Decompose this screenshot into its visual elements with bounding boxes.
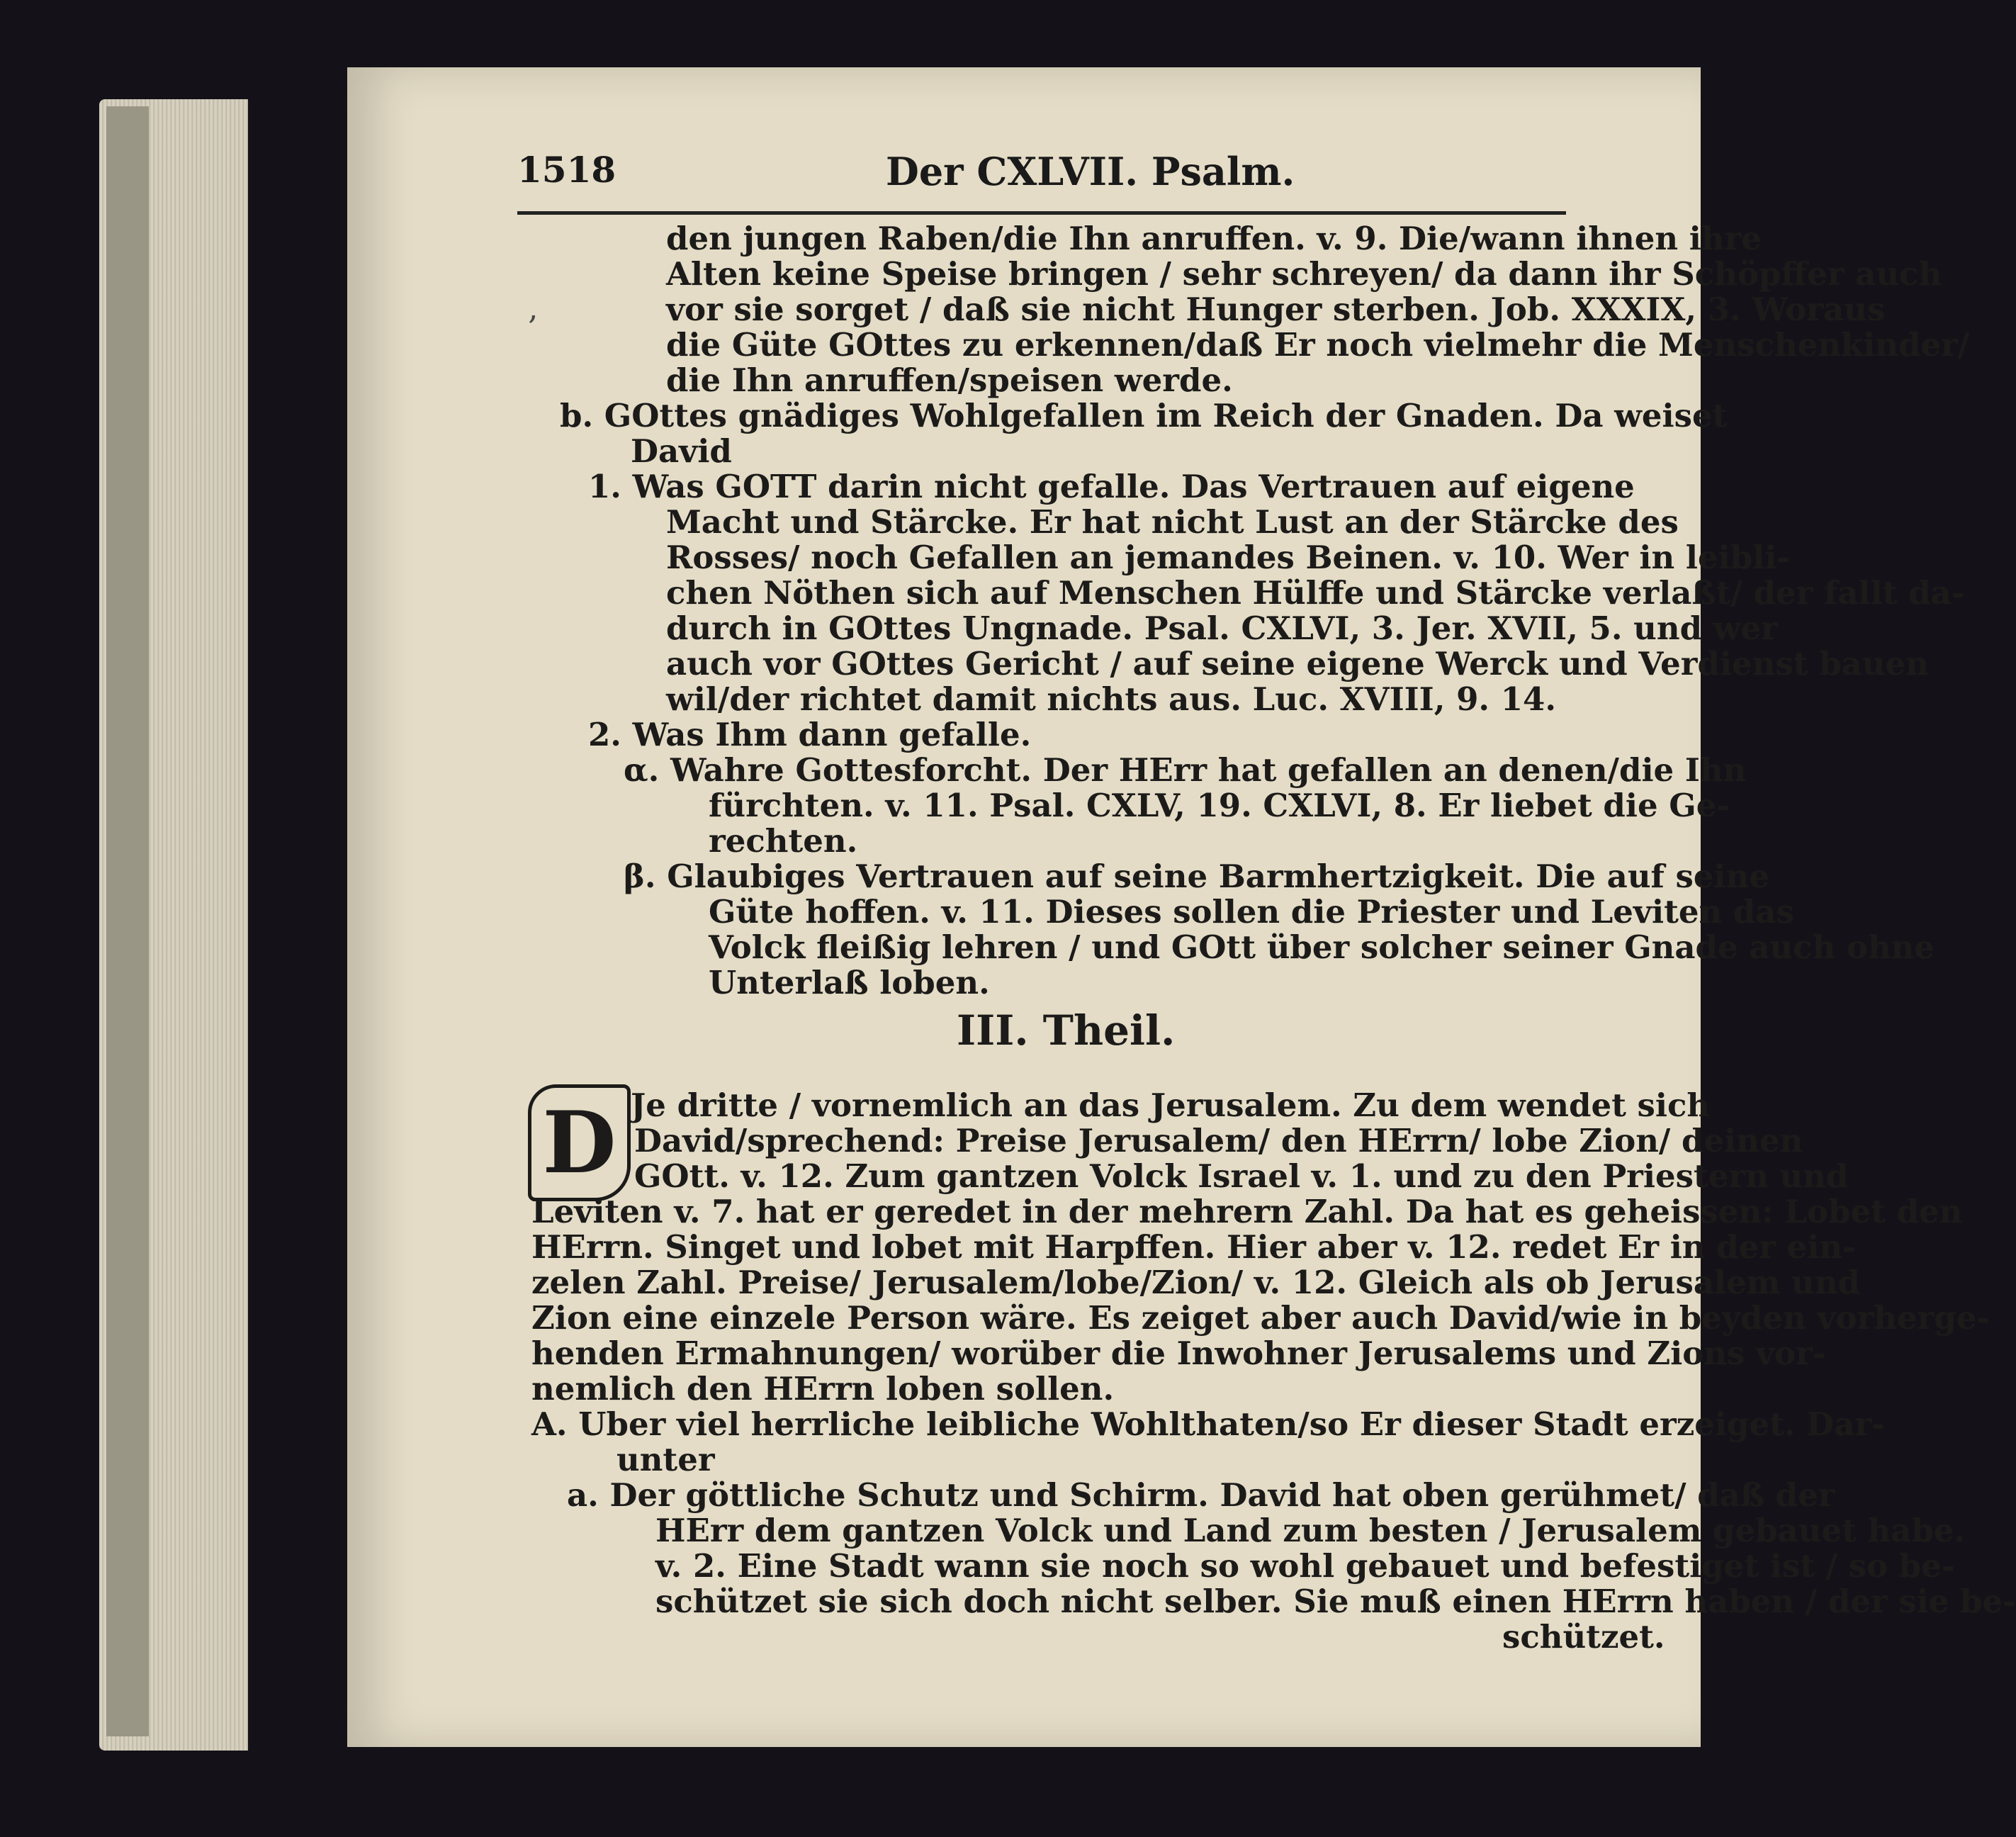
text-line: henden Ermahnungen/ worüber die Inwohner Jerusalems und Zions vor- <box>531 1335 1826 1372</box>
text-line: Macht und Stärcke. Er hat nicht Lust an der Stärcke des <box>666 503 1679 541</box>
text-line: α. Wahre Gottesforcht. Der HErr hat gefallen an denen/die Ihn <box>624 751 1747 789</box>
text-line: schützet sie sich doch nicht selber. Sie muß einen HErrn haben / der sie be- <box>655 1583 2016 1620</box>
text-line: 2. Was Ihm dann gefalle. <box>588 716 1032 753</box>
text-line: Volck fleißig lehren / und GOtt über solcher seiner Gnade auch ohne <box>709 928 1935 966</box>
text-line: chen Nöthen sich auf Menschen Hülffe und Stärcke verlaßt/ der fallt da- <box>666 574 1965 612</box>
text-line: v. 2. Eine Stadt wann sie noch so wohl gebauet und befestiget ist / so be- <box>655 1547 1955 1585</box>
text-line: David/sprechend: Preise Jerusalem/ den HErrn/ lobe Zion/ deinen <box>634 1122 1803 1159</box>
text-line: a. Der göttliche Schutz und Schirm. David hat oben gerühmet/ daß der <box>567 1476 1835 1514</box>
text-line: HErr dem gantzen Volck und Land zum besten / Jerusalem gebauet habe. <box>655 1512 1966 1549</box>
text-line: zelen Zahl. Preise/ Jerusalem/lobe/Zion/ v. 12. Gleich als ob Jerusalem und <box>531 1264 1860 1301</box>
text-line: A. Uber viel herrliche leibliche Wohlthaten/so Er dieser Stadt erzeiget. Dar- <box>531 1405 1885 1443</box>
text-line: fürchten. v. 11. Psal. CXLV, 19. CXLVI, 8. Er liebet die Ge- <box>709 787 1730 824</box>
text-line: die Güte GOttes zu erkennen/daß Er noch vielmehr die Menschenkinder/ <box>666 326 1970 364</box>
text-line: Leviten v. 7. hat er geredet in der mehrern Zahl. Da hat es geheissen: Lobet den <box>531 1193 1963 1230</box>
text-line: Rosses/ noch Gefallen an jemandes Beinen. v. 10. Wer in leibli- <box>666 539 1791 576</box>
text-line: vor sie sorget / daß sie nicht Hunger sterben. Job. XXXIX, 3. Woraus <box>666 291 1886 328</box>
header-rule <box>517 211 1566 215</box>
text-line: GOtt. v. 12. Zum gantzen Volck Israel v. 1. und zu den Priestern und <box>634 1157 1849 1195</box>
text-line: die Ihn anruffen/speisen werde. <box>666 361 1233 399</box>
text-line: b. GOttes gnädiges Wohlgefallen im Reich der Gnaden. Da weiset <box>560 397 1728 434</box>
running-head: Der CXLVII. Psalm. <box>886 149 1295 194</box>
text-line: wil/der richtet damit nichts aus. Luc. XVIII, 9. 14. <box>666 680 1557 718</box>
page-number: 1518 <box>517 149 616 191</box>
text-line: durch in GOttes Ungnade. Psal. CXLVI, 3. Jer. XVII, 5. und wer <box>666 609 1778 647</box>
margin-mark: ‚ <box>528 291 538 327</box>
text-line: 1. Was GOTT darin nicht gefalle. Das Vertrauen auf eigene <box>588 468 1635 505</box>
text-line: HErrn. Singet und lobet mit Harpffen. Hier aber v. 12. redet Er in der ein- <box>531 1228 1856 1266</box>
text-line: David <box>631 432 732 470</box>
text-line: auch vor GOttes Gericht / auf seine eigene Werck und Verdienst bauen <box>666 645 1929 682</box>
text-line: Je dritte / vornemlich an das Jerusalem. Zu dem wendet sich <box>631 1086 1711 1124</box>
text-line: Zion eine einzele Person wäre. Es zeiget aber auch David/wie in beyden vorherge- <box>531 1299 1990 1337</box>
text-line: Güte hoffen. v. 11. Dieses sollen die Priester und Leviten das <box>709 893 1794 931</box>
text-line: Alten keine Speise bringen / sehr schreyen/ da dann ihr Schöpffer auch <box>666 255 1942 293</box>
book-cover-edge <box>106 106 149 1736</box>
text-line: β. Glaubiges Vertrauen auf seine Barmhertzigkeit. Die auf seine <box>624 858 1769 895</box>
text-line: den jungen Raben/die Ihn anruffen. v. 9. Die/wann ihnen ihre <box>666 220 1762 257</box>
text-line: rechten. <box>709 822 858 860</box>
text-line: unter <box>616 1441 715 1478</box>
text-line: Unterlaß loben. <box>709 964 990 1001</box>
text-line: nemlich den HErrn loben sollen. <box>531 1370 1115 1408</box>
decorated-initial: D <box>528 1084 631 1201</box>
text-line: schützet. <box>1502 1618 1665 1656</box>
section-heading: III. Theil. <box>957 1006 1176 1055</box>
